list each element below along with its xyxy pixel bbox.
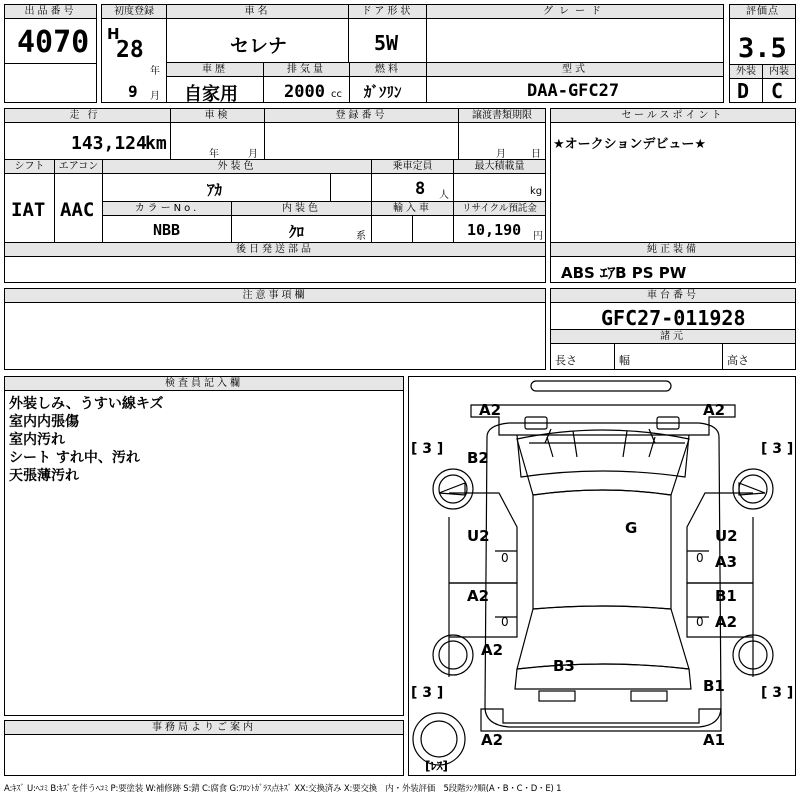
- mileage-unit: km: [145, 133, 167, 154]
- interior-grade: C: [771, 79, 784, 103]
- mark-right-quarter: B1: [703, 677, 725, 695]
- capacity-label: 乗車定員: [372, 160, 453, 174]
- door-zero: 0: [501, 551, 509, 565]
- later-parts-label: 後日発送部品: [5, 243, 545, 257]
- vehicle-info-box: [101, 4, 724, 103]
- mark-right-rear-door-b: B1: [715, 587, 737, 605]
- score-box: [729, 4, 796, 103]
- history-value: 自家用: [184, 84, 238, 105]
- inspector-note: 室内汚れ: [9, 432, 65, 448]
- mark-right-front-door-a: A3: [715, 553, 738, 571]
- mileage-label: 走行: [5, 109, 170, 123]
- transfer-month-unit: 月: [496, 149, 506, 160]
- era-mark: H: [107, 25, 120, 43]
- chassis-value: GFC27-011928: [601, 306, 746, 330]
- capacity-unit: 人: [439, 190, 449, 201]
- mark-tire-fl: [ 3 ]: [411, 441, 444, 457]
- fuel-label: 燃料: [350, 63, 426, 77]
- lot-number: 4070: [17, 25, 90, 60]
- car-name: セレナ: [230, 35, 288, 57]
- inspector-box: [4, 376, 404, 716]
- car-outline-diagram: [409, 377, 795, 775]
- transfer-label: 譲渡書類期限: [459, 109, 545, 123]
- vehicle-detail-box: [4, 108, 546, 283]
- model-label: 型式: [427, 63, 723, 77]
- dims-label: 諸元: [551, 330, 795, 344]
- displacement-label: 排気量: [264, 63, 349, 77]
- interior-label: 内装: [763, 65, 795, 79]
- model-value: DAA-GFC27: [527, 81, 620, 101]
- inspector-label: 検査員記入欄: [5, 377, 403, 391]
- mark-right-rear-door-a: A2: [715, 613, 738, 631]
- int-color-value: ｸﾛ: [289, 223, 305, 241]
- selling-point-label: セールスポイント: [551, 109, 795, 123]
- first-reg-month: 9: [128, 82, 138, 101]
- first-reg-label: 初度登録: [102, 5, 166, 19]
- genuine-equipment-value: ABS ｴｱB PS PW: [561, 264, 687, 282]
- door-label: ドア形状: [349, 5, 426, 19]
- notes-label: 注意事項欄: [5, 289, 545, 303]
- chassis-box: [550, 288, 796, 370]
- inspector-note: シート すれ中、汚れ: [9, 450, 140, 466]
- office-box: [4, 720, 404, 776]
- door-zero: 0: [696, 615, 704, 629]
- load-unit: kg: [530, 186, 543, 197]
- shift-value: IAT: [11, 199, 46, 221]
- recycle-unit: 円: [533, 231, 543, 242]
- door-zero: 0: [696, 551, 704, 565]
- mark-tire-rr: [ 3 ]: [761, 685, 794, 701]
- score-label: 評価点: [730, 5, 795, 19]
- chassis-label: 車台番号: [551, 289, 795, 303]
- inspector-notes: [9, 395, 164, 485]
- reg-no-label: 登録番号: [265, 109, 458, 123]
- mileage-value: 143,124: [71, 133, 147, 154]
- month-unit: 月: [150, 91, 160, 102]
- genuine-equipment-label: 純正装備: [551, 243, 795, 257]
- height-label: 高さ: [727, 354, 749, 367]
- door-type: 5W: [374, 31, 399, 55]
- history-label: 車歴: [167, 63, 263, 77]
- selling-point-value: ★オークションデビュー★: [553, 137, 707, 152]
- mark-tire-fr: [ 3 ]: [761, 441, 794, 457]
- import-label: 輸入車: [372, 202, 453, 216]
- inspection-label: 車検: [171, 109, 264, 123]
- recycle-value: 10,190: [467, 221, 522, 239]
- shift-label: シフト: [5, 160, 54, 174]
- inspector-note: 天張薄汚れ: [9, 468, 79, 484]
- int-color-label: 内装色: [232, 202, 371, 216]
- ac-value: AAC: [60, 199, 95, 221]
- fuel-value: ｶﾞｿﾘﾝ: [364, 83, 402, 101]
- mark-left-quarter: A2: [481, 641, 504, 659]
- mark-front-right: A2: [703, 401, 726, 419]
- selling-point-box: [550, 108, 796, 283]
- mark-front-left: A2: [479, 401, 502, 419]
- legend-text: A:ｷｽﾞ U:ﾍｺﾐ B:ｷｽﾞを伴うﾍｺﾐ P:要塗装 W:補修跡 S:錆 C:腐食 G:ﾌﾛﾝﾄｶﾞﾗｽ点ｷｽﾞ XX:交換済み X:要交換 内・外装評価 5段階ﾗﾝｸ順(A・B・C・D・E) 1: [4, 784, 562, 794]
- mark-rear-right: A1: [703, 731, 726, 749]
- grade-label: グレード: [427, 5, 723, 19]
- transfer-day-unit: 日: [531, 149, 541, 160]
- score-value: 3.5: [738, 33, 787, 64]
- displacement-value: 2000: [284, 82, 325, 102]
- first-reg-year: 28: [116, 37, 144, 63]
- mark-right-front-door-u: U2: [715, 527, 738, 545]
- lot-number-box: [4, 4, 97, 103]
- mark-spare-tire: [ﾚｽ]: [425, 759, 448, 773]
- door-zero: 0: [501, 615, 509, 629]
- exterior-label: 外装: [730, 65, 762, 79]
- car-name-label: 車名: [167, 5, 348, 19]
- length-label: 長さ: [555, 354, 577, 367]
- width-label: 幅: [619, 354, 630, 367]
- lot-number-label: 出品番号: [5, 5, 96, 19]
- office-label: 事務局よりご案内: [5, 721, 403, 735]
- mark-left-fender: B2: [467, 449, 489, 467]
- recycle-label: リサイクル預託金: [454, 202, 545, 216]
- mark-rear-glass: B3: [553, 657, 575, 675]
- ac-label: エアコン: [55, 160, 102, 174]
- color-no-label: カラーNo.: [103, 202, 231, 216]
- color-no-value: NBB: [153, 221, 181, 239]
- inspector-note: 室内内張傷: [9, 414, 79, 430]
- mark-rear-left: A2: [481, 731, 504, 749]
- ext-color-value: ｱｶ: [207, 181, 223, 199]
- ext-color-label: 外装色: [103, 160, 371, 174]
- inspection-year-unit: 年: [209, 149, 219, 160]
- year-unit: 年: [150, 66, 160, 77]
- mark-tire-rl: [ 3 ]: [411, 685, 444, 701]
- load-label: 最大積載量: [454, 160, 545, 174]
- capacity-value: 8: [415, 179, 426, 199]
- inspector-note: 外装しみ、うすい線キズ: [9, 396, 164, 412]
- mark-left-front-door: U2: [467, 527, 490, 545]
- displacement-unit: cc: [331, 89, 342, 100]
- int-color-unit: 系: [356, 231, 366, 242]
- damage-diagram: [408, 376, 796, 776]
- inspection-month-unit: 月: [248, 149, 258, 160]
- mark-left-rear-door: A2: [467, 587, 490, 605]
- exterior-grade: D: [737, 79, 750, 103]
- mark-roof: G: [625, 519, 638, 537]
- notes-box: [4, 288, 546, 370]
